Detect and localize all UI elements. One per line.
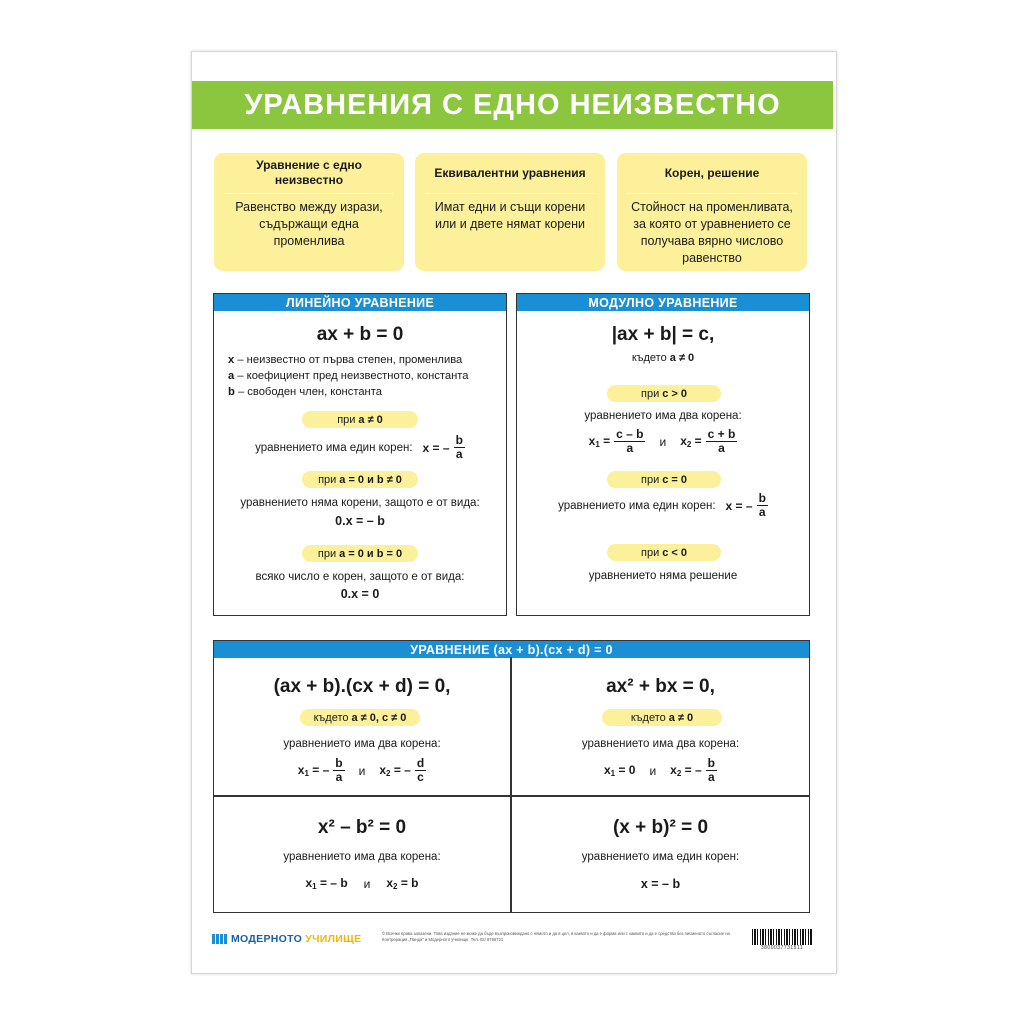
condition-badge: където a ≠ 0 <box>602 709 722 726</box>
definition-card-equation <box>214 153 404 271</box>
product-cell-3 <box>214 797 510 912</box>
publisher-logo: МОДЕРНОТО УЧИЛИЩЕ <box>212 933 361 945</box>
cell-equation: ax² + bx = 0, <box>606 676 715 697</box>
panel-header: МОДУЛНО УРАВНЕНИЕ <box>517 294 809 311</box>
definition-card-root <box>617 153 807 271</box>
fraction: $\frac{b}{a}$ <box>758 491 766 519</box>
modular-equation-panel <box>516 293 810 616</box>
condition-badge: при c > 0 <box>607 385 721 402</box>
condition-badge: при c = 0 <box>607 471 721 488</box>
definition-line: a – коефициент пред неизвестното, константа <box>228 370 469 382</box>
linear-equation-panel <box>213 293 507 616</box>
fraction: $\frac{b}{a}$ <box>335 756 343 784</box>
definition-head: Корен, решение <box>664 165 760 180</box>
case-formula: 0.x = 0 <box>340 587 380 601</box>
fraction: $\frac{b}{a}$ <box>707 756 716 784</box>
condition-badge: при c < 0 <box>607 544 721 561</box>
case-text: уравнението има един корен: <box>255 441 413 454</box>
case-text: уравнението има два корена: <box>581 738 740 750</box>
modular-note: където a ≠ 0 <box>631 352 695 364</box>
definition-line: b – свободен член, константа <box>228 386 382 398</box>
linear-definitions <box>228 352 469 400</box>
cell-equation: (ax + b).(cx + d) = 0, <box>273 676 451 697</box>
formula-lhs: x = – <box>422 440 450 455</box>
condition-badge: при a = 0 и b ≠ 0 <box>302 471 418 488</box>
product-cell-4 <box>512 797 809 912</box>
case-text: всяко число е корен, защото е от вида: <box>255 571 465 583</box>
cell-equation: (x + b)² = 0 <box>612 817 709 838</box>
cell-roots: $x_1$ = – b и $x_2 = b$ <box>305 876 419 891</box>
linear-equation: ax + b = 0 <box>316 324 404 345</box>
definition-head: Уравнение с едно неизвестно <box>256 158 362 187</box>
case-text: уравнението има един корен: <box>581 851 740 863</box>
condition-badge: където a ≠ 0, c ≠ 0 <box>300 709 420 726</box>
product-cell-1 <box>214 658 510 795</box>
fraction: $\frac{b}{a}$ <box>455 433 463 461</box>
definition-body: Стойност на променливата, за която от уравнението се получава вярно числово равенство <box>631 200 793 265</box>
product-cell-2 <box>512 658 809 795</box>
case-text: уравнението има един корен: <box>558 499 716 512</box>
case-formula: x = – b <box>640 877 681 891</box>
copyright-notice: © Всички права запазени. Това издание не може да бъде възпроизвеждано с нямото и да в цел, в каквото и да е форма или с каквито и да е средства без писменото съгласие на Контрерация „Панда" и Модерното училище. Тел. 02/ 9766721 <box>382 931 730 942</box>
definition-body: Имат едни и същи корени или и двете нямат корени <box>434 200 586 231</box>
barcode-number: 3800037731511 <box>760 945 804 951</box>
cell-roots: $x_1$ = – $\frac{b}{a}$ и $x_2$ = – $\frac{d}{c}$ <box>297 756 425 784</box>
fraction: $\frac{c - b}{a}$ <box>616 427 644 455</box>
fraction: $\frac{d}{c}$ <box>416 756 425 784</box>
case-text: уравнението има два корена: <box>283 851 441 863</box>
definition-body: Равенство между изрази, съдържащи една променлива <box>235 200 383 248</box>
panel-header: УРАВНЕНИЕ (ax + b).(cx + d) = 0 <box>214 641 809 658</box>
title-bar <box>192 81 833 129</box>
formula-lhs: x = – <box>725 498 753 513</box>
condition-badge: при a = 0 и b = 0 <box>302 545 418 562</box>
case-text: уравнението няма корени, защото е от вида: <box>240 497 480 509</box>
fraction: $\frac{c + b}{a}$ <box>707 427 736 455</box>
modular-equation: |ax + b| = c, <box>611 324 715 345</box>
modular-case2-line <box>517 492 809 519</box>
condition-badge: при a ≠ 0 <box>302 411 418 428</box>
definition-card-equivalent <box>415 153 605 271</box>
panel-header: ЛИНЕЙНО УРАВНЕНИЕ <box>214 294 506 311</box>
case-text: уравнението няма решение <box>588 570 738 582</box>
page-title: УРАВНЕНИЯ С ЕДНО НЕИЗВЕСТНО <box>244 88 781 121</box>
modular-two-roots: $x_1$ = $\frac{c - b}{a}$ и $x_2$ = $\frac{c + b}{a}$ <box>588 427 736 455</box>
cell-equation: x² – b² = 0 <box>317 817 407 838</box>
case-formula: 0.x = – b <box>335 514 385 528</box>
cell-roots: $x_1 = 0$ и $x_2$ = – $\frac{b}{a}$ <box>603 756 716 784</box>
case-text: уравнението има два корена: <box>283 738 441 750</box>
barcode-icon <box>752 929 812 945</box>
case-text: уравнението има два корена: <box>584 410 742 422</box>
linear-case1-line <box>214 434 506 461</box>
definition-head: Еквивалентни уравнения <box>434 165 586 180</box>
logo-bars-icon <box>212 934 228 944</box>
definition-line: x – неизвестно от първа степен, променлива <box>228 354 463 366</box>
